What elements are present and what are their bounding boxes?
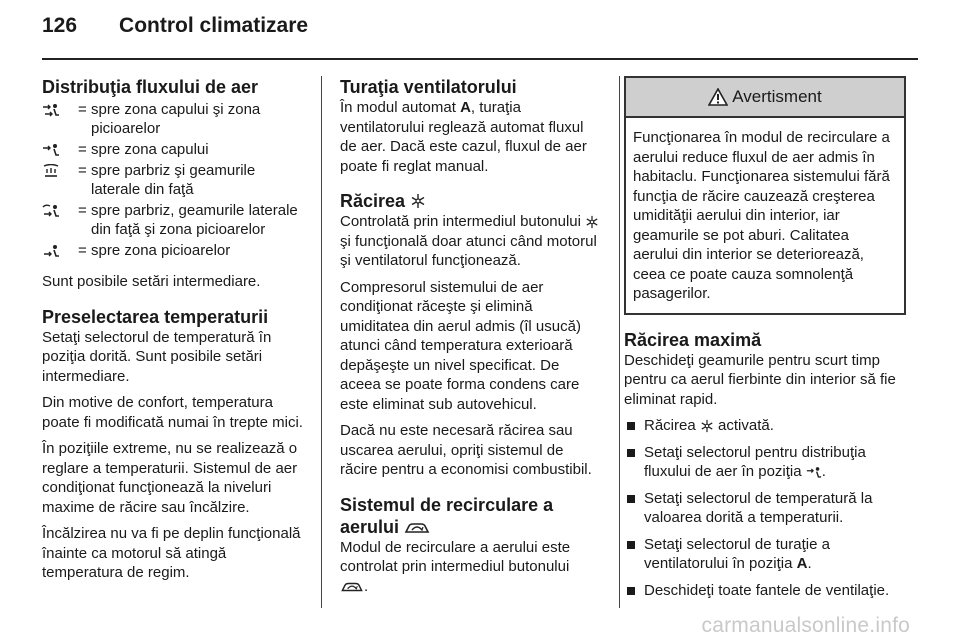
recirculation-icon (404, 520, 430, 536)
warning-text: Funcţionarea în modul de recirculare a aerului reduce fluxul de aer admis în habitaclu. Funcţionarea sistemului fără funcţia de răcire cauzează creşterea umidităţii aerului din interior, iar geamurile se pot aburi. Calitatea aerului din interior se deteriorează, ceea ce poate cauza somnolenţă pasagerilor. (633, 129, 890, 302)
recirculation-heading: Sistemul de recirculare a aerului (340, 494, 554, 537)
table-row: = spre zona capului (42, 140, 304, 161)
airflow-head-icon (806, 466, 822, 479)
paragraph: Deschideţi geamurile pentru scurt timp pentru ca aerul fierbinte din interior să fie eliminat rapid. (624, 351, 896, 408)
paragraph: Compresorul sistemului de aer condiţionat răceşte şi elimină umiditatea din aerul admis (îl usucă) atunci când temperatura exterioară depăşeşte un nivel specificat. De aceea se poate forma condens care este eliminat sub autovehicul. (340, 278, 581, 413)
snowflake-icon (585, 215, 599, 229)
table-row: = spre zona capului şi zona picioarelor (42, 100, 304, 140)
air-distribution-text: spre parbriz, geamurile laterale din faţă şi zona picioarelor (91, 202, 298, 238)
airflow-windscreen-feet-icon (42, 204, 60, 218)
list-item: Setaţi selectorul pentru distribuţia fluxului de aer în poziţia . (624, 443, 906, 482)
list-item: Deschideţi toate fantele de ventilaţie. (624, 581, 906, 601)
intermediate-settings-note: Sunt posibile setări intermediare. (42, 273, 261, 290)
max-cooling-heading: Răcirea maximă (624, 329, 762, 350)
cooling-heading: Răcirea (340, 190, 604, 212)
page-number: 126 (42, 14, 78, 37)
paragraph: În modul automat A, turaţia ventilatorului reglează automat fluxul de aer. Dacă este cazul, fluxul de aer poate fi reglat manual. (340, 99, 587, 175)
fan-speed-heading: Turaţia ventilatorului (340, 77, 517, 97)
airflow-windscreen-icon (42, 164, 60, 178)
page-header (42, 14, 308, 54)
air-distribution-text: spre zona picioarelor (91, 242, 231, 259)
air-distribution-table (42, 100, 304, 262)
paragraph: În poziţiile extreme, nu se realizează o reglare a temperaturii. Sistemul de aer condiţionat funcţionează la niveluri maxime de răcire sau încălzire. (42, 440, 298, 516)
auto-mode-label: A (460, 99, 471, 116)
page-title: Control climatizare (119, 14, 309, 37)
air-distribution-text: spre zona capului şi zona picioarelor (91, 101, 261, 137)
list-item: Răcirea activată. (624, 416, 906, 436)
list-item: Setaţi selectorul de temperatură la valoarea dorită a temperaturii. (624, 489, 906, 528)
snowflake-icon (700, 419, 714, 433)
warning-triangle-icon (708, 88, 728, 106)
paragraph: Dacă nu este necesară răcirea sau uscarea aerului, opriţi sistemul de răcire pentru a economisi combustibil. (340, 422, 592, 478)
table-row: = spre zona picioarelor (42, 241, 304, 262)
table-row: = spre parbriz, geamurile laterale din faţă şi zona picioarelor (42, 201, 304, 241)
air-distribution-text: spre zona capului (91, 141, 209, 158)
paragraph: Încălzirea nu va fi pe deplin funcţională înainte ca motorul să atingă temperatura de regim. (42, 525, 301, 581)
max-cooling-steps (624, 416, 906, 600)
temperature-heading: Preselectarea temperaturii (42, 306, 269, 327)
airflow-feet-icon (42, 244, 60, 258)
paragraph: Din motive de confort, temperatura poate fi modificată numai în trepte mici. (42, 394, 303, 431)
column-2 (340, 76, 604, 603)
header-rule (42, 58, 918, 60)
snowflake-icon (410, 193, 426, 209)
airflow-head-feet-icon (42, 103, 60, 117)
recirculation-icon (340, 580, 364, 594)
airflow-head-icon (42, 143, 60, 157)
column-1 (42, 76, 304, 590)
paragraph: Controlată prin intermediul butonului şi funcţională doar atunci când motorul şi ventilatorul funcţionează. (340, 212, 604, 271)
list-item: Setaţi selectorul de turaţie a ventilatorului în poziţia A. (624, 535, 906, 574)
column-divider (321, 76, 322, 608)
column-3 (624, 76, 906, 607)
paragraph: Setaţi selectorul de temperatură în poziţia dorită. Sunt posibile setări intermediare. (42, 328, 272, 385)
watermark-text: carmanualsonline.info (701, 614, 910, 637)
warning-box (624, 76, 906, 315)
paragraph: Modul de recirculare a aerului este controlat prin intermediul butonului . (340, 538, 571, 595)
air-distribution-text: spre parbriz şi geamurile laterale din faţă (91, 162, 256, 198)
warning-title: Avertisment (732, 87, 822, 107)
column-divider (619, 76, 620, 608)
warning-header (626, 78, 904, 118)
air-distribution-heading: Distribuţia fluxului de aer (42, 77, 259, 97)
table-row: = spre parbriz şi geamurile laterale din faţă (42, 161, 304, 201)
